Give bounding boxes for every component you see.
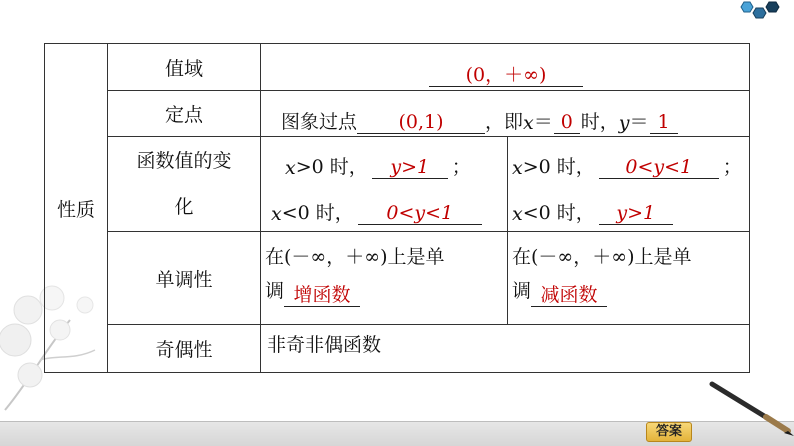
fixed-point-label: 定点	[164, 104, 203, 126]
a-lt1-sep: ；	[722, 156, 742, 178]
value-change-label-line2: 化	[174, 196, 194, 218]
a-lt1-neg-x-var: x	[512, 203, 523, 225]
monotonicity-a-gt1-answer: 增函数	[284, 284, 360, 307]
a-gt1-neg-cond: <0 时，	[281, 202, 354, 224]
brush-pen-icon	[704, 378, 794, 438]
a-gt1-pos-answer: y>1	[372, 156, 448, 179]
parity-label-cell	[108, 325, 261, 373]
a-gt1-neg-answer: 0<y<1	[358, 202, 482, 225]
fixed-point-x-answer: 0	[554, 111, 580, 134]
fixed-point-label-cell	[108, 91, 261, 137]
value-change-a-lt1-cell	[508, 137, 750, 232]
fixed-point-eq2: ＝	[629, 110, 649, 133]
a-gt1-sep: ；	[451, 156, 471, 178]
fixed-point-mid: ，即	[485, 110, 524, 133]
group-label-cell	[45, 44, 108, 373]
fixed-point-y-answer: 1	[650, 111, 678, 134]
range-label: 值域	[164, 57, 203, 80]
a-gt1-pos-x-var: x	[285, 157, 296, 179]
fixed-point-value-cell	[261, 91, 750, 137]
fixed-point-y-var: y	[618, 111, 630, 134]
answer-button[interactable]: 答案	[646, 422, 692, 442]
monotonicity-a-gt1-cell	[261, 232, 508, 325]
monotonicity-a-gt1-line1: 在(－∞，＋∞)上是单	[265, 246, 445, 268]
monotonicity-a-gt1-prefix: 调	[265, 280, 285, 302]
a-lt1-neg-answer: y>1	[599, 202, 673, 225]
parity-label: 奇偶性	[155, 339, 213, 361]
value-change-a-gt1-cell	[261, 137, 508, 232]
group-label: 性质	[56, 198, 95, 221]
a-gt1-neg-x-var: x	[271, 203, 282, 225]
range-answer: (0，＋∞)	[429, 64, 583, 87]
fixed-point-x-var: x	[523, 111, 534, 134]
fixed-point-prefix: 图象过点	[281, 110, 358, 133]
monotonicity-label-cell	[108, 232, 261, 325]
fixed-point-answer: (0,1)	[357, 111, 485, 134]
fixed-point-eq1: ＝	[533, 110, 553, 133]
value-change-label-cell	[108, 137, 261, 232]
value-change-label-line1: 函数值的变	[136, 150, 232, 172]
hexagon-logo-icon	[736, 0, 786, 22]
exponential-properties-table	[44, 43, 750, 373]
parity-value: 非奇非偶函数	[267, 334, 382, 356]
parity-value-cell	[261, 325, 750, 373]
monotonicity-a-lt1-prefix: 调	[512, 280, 532, 302]
monotonicity-label: 单调性	[155, 268, 213, 291]
a-lt1-neg-cond: <0 时，	[522, 202, 595, 224]
monotonicity-a-lt1-answer: 减函数	[531, 284, 607, 307]
a-lt1-pos-answer: 0<y<1	[599, 156, 719, 179]
a-lt1-pos-x-var: x	[512, 157, 523, 179]
a-lt1-pos-cond: >0 时，	[522, 156, 595, 178]
range-label-cell	[108, 44, 261, 91]
a-gt1-pos-cond: >0 时，	[295, 156, 368, 178]
fixed-point-time-word: 时，	[580, 110, 619, 133]
range-value-cell	[261, 44, 750, 91]
monotonicity-a-lt1-line1: 在(－∞，＋∞)上是单	[512, 246, 692, 268]
monotonicity-a-lt1-cell	[508, 232, 750, 325]
